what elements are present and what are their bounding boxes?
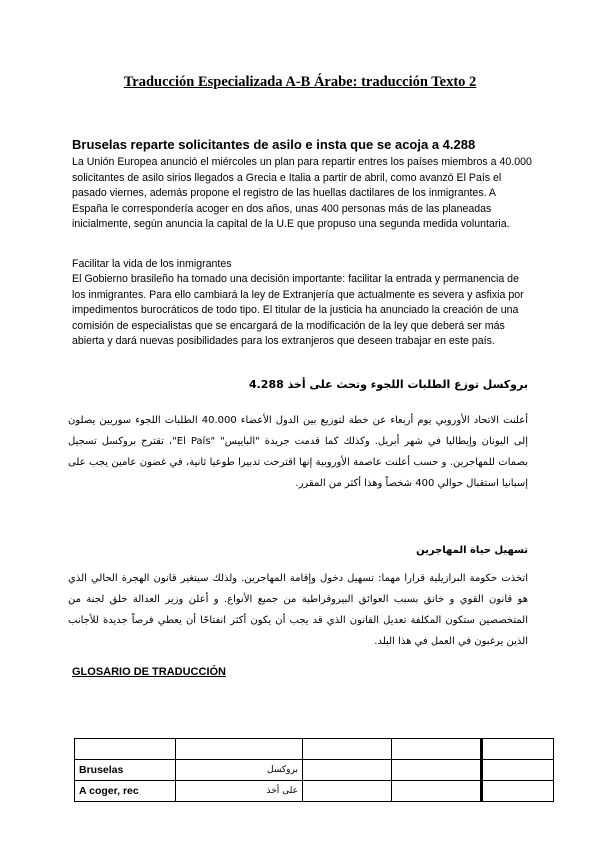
spanish-heading: Bruselas reparte solicitantes de asilo e insta que se acoja a 4.288 <box>72 137 476 152</box>
glossary-term-ar <box>176 739 303 760</box>
spanish-paragraph-2: El Gobierno brasileño ha tomado una decisión importante: facilitar la entrada y permanencia de los inmigrantes. Para ello cambiará la ley de Extranjería que actualmente es severa y asfixia por impedimentos burocráticos de todo tipo. El titular de la justicia ha anunciado la creación de una comisión de especialistas que se encargará de la modificación de la ley que deberá ser más abierta y dará nuevas posibilidades para los extranjeros que deseen trabajar en este país. <box>72 273 524 347</box>
arabic-heading: بروكسل توزع الطلبات اللجوء وتحث على أخذ 4.288 <box>248 378 528 391</box>
arabic-paragraph-2: اتخذت حكومة البرازيلية قرارا مهما: تسهيل دخول وإقامة المهاجرين. ولذلك سيتغير قانون الهجرة الحالي الذي هو قانون القوي و خانق بسبب العوائق البيروقراطية من جميع الأنواع. و أعلن وزير العدالة خلق لجنة من المتخصصين ستكون المكلفة تعديل القانون الذي قد يجب أن يكون أكثر انفتاحًا أن يعطي فرصاً جديدة للأجانب الذين يرغبون في العمل في هذا البلد. <box>68 573 528 647</box>
glossary-term-ar: على أخذ <box>176 781 303 802</box>
glossary-term-es: Bruselas <box>75 760 176 781</box>
arabic-paragraph-1: أعلنت الاتحاد الأوروبي يوم أربعاء عن خطة لتوزيع بين الدول الأعضاء 40.000 الطلبات اللجوء سوريين يصلون إلى اليونان وإيطاليا في شهر أبريل. وكذلك كما قدمت جريدة "الباييس" "El País"، تقترح بروكسل تسجيل بصمات للمهاجرين. و حسب أعلنت عاصمة الأوروبية إنها اقترحت تدبيرا طوعيا ثانية، في غضون عامين يجب على إسبانيا استقبال حوالي 400 شخصاً وهذا أكثر من المقرر. <box>68 415 528 489</box>
table-row <box>75 760 554 781</box>
glossary-term-ar: بروكسل <box>176 760 303 781</box>
spanish-subheading: Facilitar la vida de los inmigrantes <box>72 258 232 270</box>
spanish-paragraph-1: La Unión Europea anunció el miércoles un plan para repartir entres los países miembros a 40.000 solicitantes de asilo sirios llegados a Grecia e Italia a partir de abril, como avanzó El País el pasado viernes, además propone el registro de las huellas dactilares de los inmigrantes. A España le correspondería acoger en dos años, unas 400 personas más de las planeadas inicialmente, según anuncia la capital de la U.E que propuso una segunda medida voluntaria. <box>72 156 532 230</box>
arabic-subheading: تسهيل حياة المهاجرين <box>416 545 528 556</box>
table-row <box>75 781 554 802</box>
glossary-term-es <box>75 739 176 760</box>
glossary-title: GLOSARIO DE TRADUCCIÓN <box>72 666 226 678</box>
glossary-table <box>74 738 554 802</box>
glossary-term-es: A coger, rec <box>75 781 176 802</box>
table-row <box>75 739 554 760</box>
document-title: Traducción Especializada A-B Árabe: traducción Texto 2 <box>123 74 477 90</box>
